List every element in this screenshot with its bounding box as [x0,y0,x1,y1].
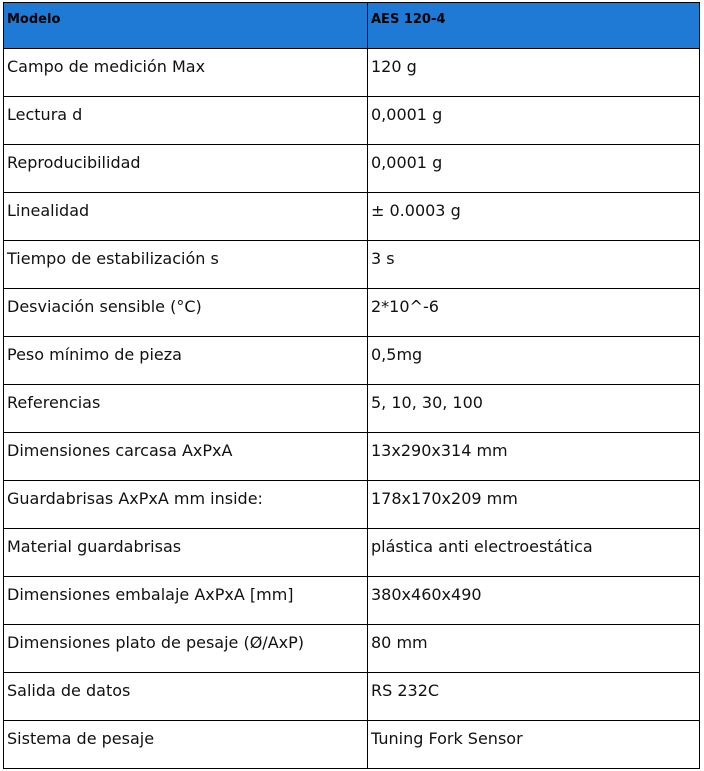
table-row [4,337,700,385]
header-value-cell: AES 120-4 [368,3,700,49]
spec-value: 0,0001 g [368,97,700,145]
table-body [4,49,700,769]
spec-label: Salida de datos [4,673,368,721]
table-row [4,529,700,577]
header-label-cell: Modelo [4,3,368,49]
table-row [4,433,700,481]
spec-label: Tiempo de estabilización s [4,241,368,289]
spec-label: Campo de medición Max [4,49,368,97]
spec-label: Peso mínimo de pieza [4,337,368,385]
spec-value: 5, 10, 30, 100 [368,385,700,433]
spec-label: Reproducibilidad [4,145,368,193]
table-header [4,3,700,49]
table-row [4,625,700,673]
spec-value: plástica anti electroestática [368,529,700,577]
spec-value: RS 232C [368,673,700,721]
table-row [4,241,700,289]
table-row [4,385,700,433]
table-row [4,97,700,145]
spec-value: 0,0001 g [368,145,700,193]
specifications-table [3,2,700,769]
table-row [4,721,700,769]
spec-value: Tuning Fork Sensor [368,721,700,769]
table-row [4,481,700,529]
spec-label: Linealidad [4,193,368,241]
table-row [4,145,700,193]
spec-value: 120 g [368,49,700,97]
spec-label: Dimensiones embalaje AxPxA [mm] [4,577,368,625]
spec-label: Lectura d [4,97,368,145]
table-row [4,289,700,337]
spec-value: 2*10^-6 [368,289,700,337]
spec-label: Material guardabrisas [4,529,368,577]
table-row [4,49,700,97]
spec-label: Guardabrisas AxPxA mm inside: [4,481,368,529]
spec-value: 0,5mg [368,337,700,385]
spec-value: ± 0.0003 g [368,193,700,241]
spec-label: Dimensiones carcasa AxPxA [4,433,368,481]
table-row [4,577,700,625]
spec-label: Referencias [4,385,368,433]
spec-label: Desviación sensible (°C) [4,289,368,337]
header-row [4,3,700,49]
spec-value: 80 mm [368,625,700,673]
spec-label: Sistema de pesaje [4,721,368,769]
spec-label: Dimensiones plato de pesaje (Ø/AxP) [4,625,368,673]
table-row [4,673,700,721]
spec-value: 13x290x314 mm [368,433,700,481]
table-row [4,193,700,241]
spec-value: 380x460x490 [368,577,700,625]
spec-value: 3 s [368,241,700,289]
spec-value: 178x170x209 mm [368,481,700,529]
